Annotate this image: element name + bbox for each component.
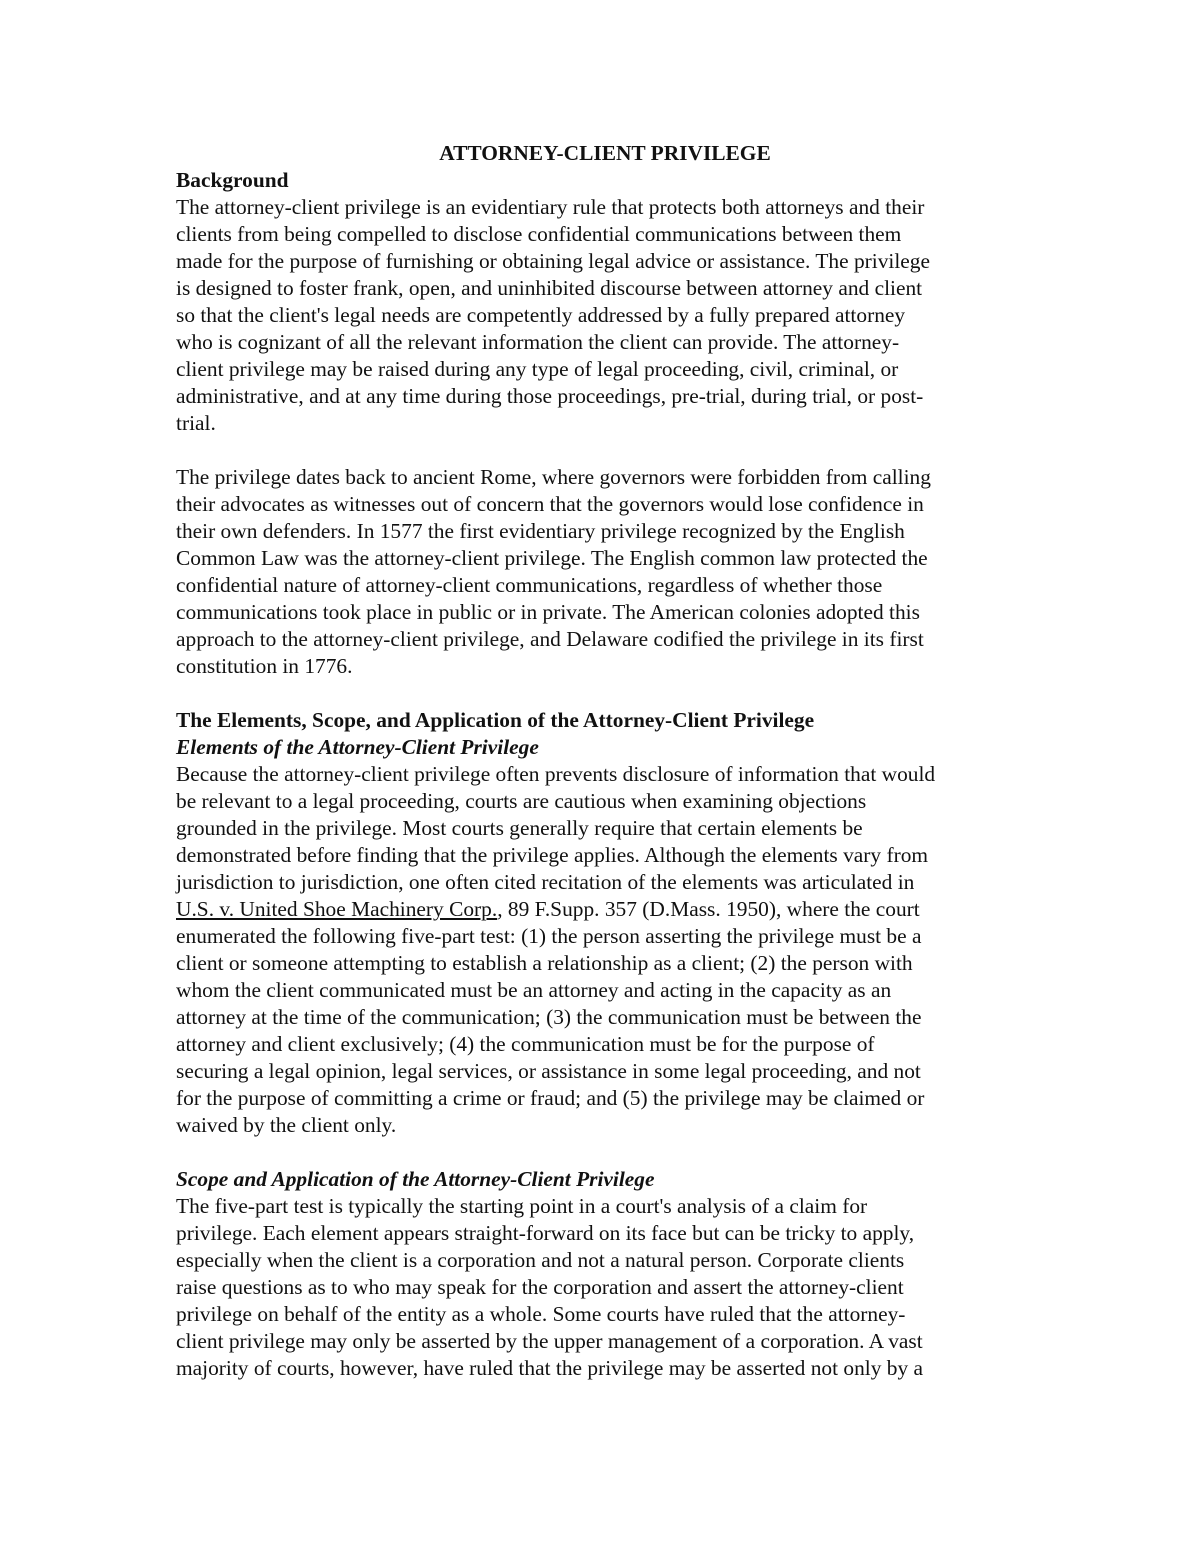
text-line: grounded in the privilege. Most courts generally require that certain elements be (176, 816, 863, 840)
text-line: client privilege may be raised during any type of legal proceeding, civil, criminal, or (176, 357, 899, 381)
text-line: client privilege may only be asserted by the upper management of a corporation. A vast (176, 1329, 923, 1353)
text-line: demonstrated before finding that the privilege applies. Although the elements vary from (176, 843, 929, 867)
text-line: client or someone attempting to establish a relationship as a client; (2) the person with (176, 951, 913, 975)
paragraph-gap (176, 1139, 1016, 1166)
text-line: Common Law was the attorney-client privilege. The English common law protected the (176, 546, 928, 570)
text-line: securing a legal opinion, legal services, or assistance in some legal proceeding, and not (176, 1059, 921, 1083)
text-line: majority of courts, however, have ruled that the privilege may be asserted not only by a (176, 1356, 923, 1380)
text-line: who is cognizant of all the relevant information the client can provide. The attorney- (176, 330, 900, 354)
text-line: attorney at the time of the communication; (3) the communication must be between the (176, 1005, 922, 1029)
text-line: whom the client communicated must be an attorney and acting in the capacity as an (176, 978, 892, 1002)
text-line: confidential nature of attorney-client communications, regardless of whether those (176, 573, 883, 597)
elements-paragraph (176, 761, 1016, 1139)
text-line: privilege. Each element appears straight-forward on its face but can be tricky to apply, (176, 1221, 915, 1245)
text-line: The attorney-client privilege is an evidentiary rule that protects both attorneys and their (176, 195, 925, 219)
text-line: enumerated the following five-part test: (1) the person asserting the privilege must be a (176, 924, 922, 948)
elements-subheading: Elements of the Attorney-Client Privilege (176, 735, 539, 759)
case-citation: , 89 F.Supp. 357 (D.Mass. 1950), where the court (497, 897, 920, 921)
scope-paragraph (176, 1193, 1016, 1382)
text-line: for the purpose of committing a crime or fraud; and (5) the privilege may be claimed or (176, 1086, 925, 1110)
case-citation-line (176, 896, 1016, 923)
text-line: constitution in 1776. (176, 654, 353, 678)
text-line: is designed to foster frank, open, and uninhibited discourse between attorney and client (176, 276, 923, 300)
text-line: privilege on behalf of the entity as a whole. Some courts have ruled that the attorney- (176, 1302, 906, 1326)
elements-heading: The Elements, Scope, and Application of the Attorney-Client Privilege (176, 708, 815, 732)
paragraph-gap (176, 680, 1016, 707)
scope-subheading: Scope and Application of the Attorney-Client Privilege (176, 1167, 655, 1191)
background-paragraph-1 (176, 194, 1016, 437)
text-line: their own defenders. In 1577 the first evidentiary privilege recognized by the English (176, 519, 905, 543)
document-page (176, 140, 1016, 1382)
text-line: trial. (176, 411, 216, 435)
text-line: clients from being compelled to disclose confidential communications between them (176, 222, 902, 246)
text-line: communications took place in public or in private. The American colonies adopted this (176, 600, 920, 624)
text-line: waived by the client only. (176, 1113, 397, 1137)
text-line: approach to the attorney-client privilege, and Delaware codified the privilege in its first (176, 627, 924, 651)
background-paragraph-2 (176, 464, 1016, 680)
elements-paragraph-intro (176, 761, 1016, 896)
elements-paragraph-test (176, 923, 1016, 1139)
text-line: attorney and client exclusively; (4) the communication must be for the purpose of (176, 1032, 875, 1056)
document-title: ATTORNEY-CLIENT PRIVILEGE (439, 141, 771, 165)
text-line: raise questions as to who may speak for the corporation and assert the attorney-client (176, 1275, 904, 1299)
background-heading: Background (176, 168, 289, 192)
text-line: Because the attorney-client privilege often prevents disclosure of information that would (176, 762, 936, 786)
text-line: jurisdiction to jurisdiction, one often cited recitation of the elements was articulated in (176, 870, 915, 894)
text-line: The privilege dates back to ancient Rome, where governors were forbidden from calling (176, 465, 931, 489)
text-line: The five-part test is typically the starting point in a court's analysis of a claim for (176, 1194, 868, 1218)
text-line: especially when the client is a corporation and not a natural person. Corporate clients (176, 1248, 905, 1272)
text-line: their advocates as witnesses out of concern that the governors would lose confidence in (176, 492, 924, 516)
text-line: be relevant to a legal proceeding, courts are cautious when examining objections (176, 789, 867, 813)
text-line: made for the purpose of furnishing or obtaining legal advice or assistance. The privilege (176, 249, 930, 273)
paragraph-gap (176, 437, 1016, 464)
text-line: administrative, and at any time during those proceedings, pre-trial, during trial, or post- (176, 384, 924, 408)
text-line: so that the client's legal needs are competently addressed by a fully prepared attorney (176, 303, 906, 327)
case-name: U.S. v. United Shoe Machinery Corp. (176, 897, 498, 921)
